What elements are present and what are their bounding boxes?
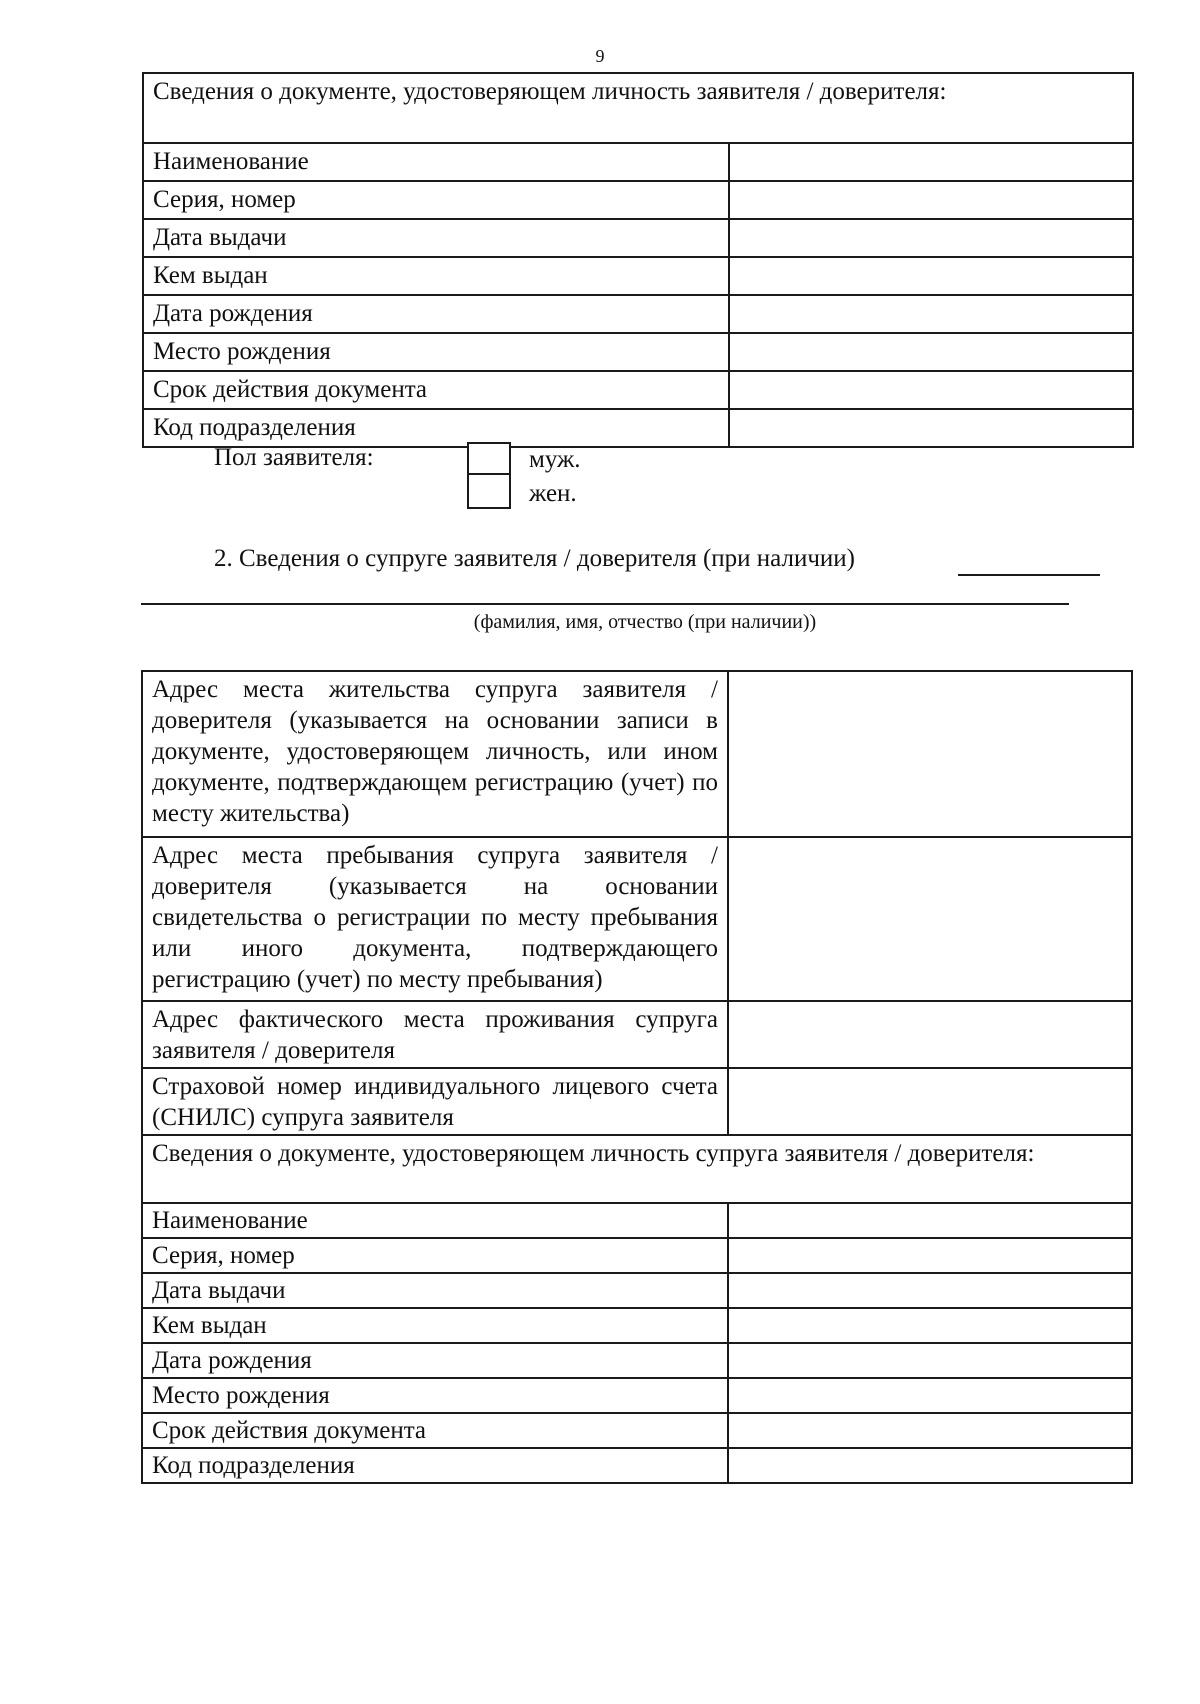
gender-female-label: жен. (529, 480, 577, 507)
spouse-field-label-validity: Срок действия документа (142, 1413, 728, 1448)
field-value-birth-place[interactable] (729, 333, 1133, 371)
gender-label: Пол заявителя: (214, 444, 374, 471)
spouse-field-label-name: Наименование (142, 1203, 728, 1238)
field-value-name[interactable] (729, 143, 1133, 181)
spouse-field-label-series-number: Серия, номер (142, 1238, 728, 1273)
spouse-field-value-validity[interactable] (728, 1413, 1132, 1448)
spouse-field-value-issue-date[interactable] (728, 1273, 1132, 1308)
gender-male-checkbox[interactable] (467, 442, 511, 475)
field-value-division-code[interactable] (729, 409, 1133, 447)
field-label-name: Наименование (143, 143, 729, 181)
spouse-field-label-division-code: Код подразделения (142, 1448, 728, 1483)
gender-male-label: муж. (529, 446, 581, 473)
field-label-division-code: Код подразделения (143, 409, 729, 447)
field-value-issue-date[interactable] (729, 219, 1133, 257)
field-label-issue-date: Дата выдачи (143, 219, 729, 257)
spouse-snils-label: Страховой номер индивидуального лицевого счета (СНИЛС) супруга заявителя (142, 1068, 728, 1135)
page-number: 9 (595, 46, 605, 66)
spouse-field-value-issued-by[interactable] (728, 1308, 1132, 1343)
heading-blank-line[interactable] (958, 574, 1100, 576)
spouse-field-value-birth-place[interactable] (728, 1378, 1132, 1413)
spouse-name-caption: (фамилия, имя, отчество (при наличии)) (473, 611, 817, 633)
field-value-birth-date[interactable] (729, 295, 1133, 333)
field-value-series-number[interactable] (729, 181, 1133, 219)
spouse-field-label-issue-date: Дата выдачи (142, 1273, 728, 1308)
spouse-table (141, 670, 1133, 1484)
spouse-section-heading: 2. Сведения о супруге заявителя / доверителя (при наличии) (214, 545, 855, 572)
spouse-actual-address-label: Адрес фактического места проживания супруга заявителя / доверителя (142, 1001, 728, 1068)
field-label-birth-date: Дата рождения (143, 295, 729, 333)
spouse-stay-address-label: Адрес места пребывания супруга заявителя / доверителя (указывается на основании свидетельства о регистрации по месту пребывания или иного документа, подтверждающего регистрацию (учет) по месту пребывания) (142, 837, 728, 1001)
spouse-document-header: Сведения о документе, удостоверяющем личность супруга заявителя / доверителя: (142, 1135, 1132, 1203)
spouse-field-label-birth-date: Дата рождения (142, 1343, 728, 1378)
spouse-snils-value[interactable] (728, 1068, 1132, 1135)
field-label-birth-place: Место рождения (143, 333, 729, 371)
spouse-residence-address-label: Адрес места жительства супруга заявителя / доверителя (указывается на основании записи в документе, удостоверяющем личность, или ином документе, подтверждающем регистрацию (учет) по месту жительства) (142, 671, 728, 837)
field-label-series-number: Серия, номер (143, 181, 729, 219)
spouse-field-value-birth-date[interactable] (728, 1343, 1132, 1378)
applicant-document-header: Сведения о документе, удостоверяющем личность заявителя / доверителя: (143, 73, 1133, 143)
spouse-name-line[interactable] (141, 603, 1069, 605)
spouse-residence-address-value[interactable] (728, 671, 1132, 837)
spouse-stay-address-value[interactable] (728, 837, 1132, 1001)
field-value-issued-by[interactable] (729, 257, 1133, 295)
spouse-field-label-issued-by: Кем выдан (142, 1308, 728, 1343)
applicant-document-table (142, 72, 1134, 448)
field-label-validity: Срок действия документа (143, 371, 729, 409)
spouse-field-value-division-code[interactable] (728, 1448, 1132, 1483)
spouse-field-label-birth-place: Место рождения (142, 1378, 728, 1413)
spouse-field-value-name[interactable] (728, 1203, 1132, 1238)
spouse-field-value-series-number[interactable] (728, 1238, 1132, 1273)
gender-female-checkbox[interactable] (467, 475, 511, 509)
spouse-actual-address-value[interactable] (728, 1001, 1132, 1068)
field-label-issued-by: Кем выдан (143, 257, 729, 295)
field-value-validity[interactable] (729, 371, 1133, 409)
